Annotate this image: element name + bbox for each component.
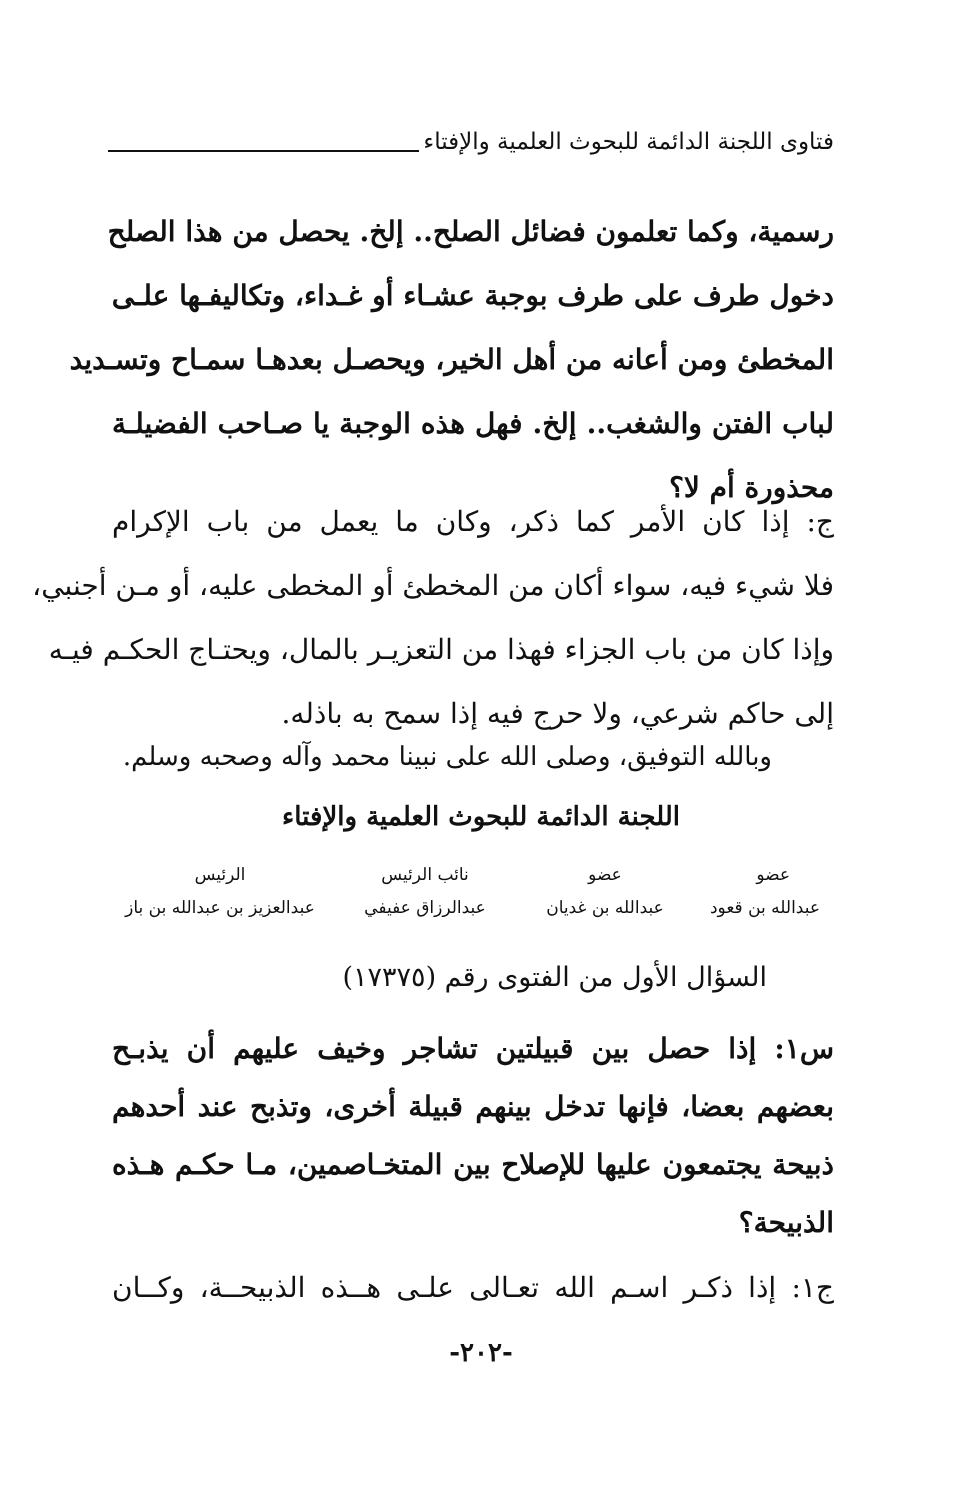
signatory-role: عضو	[588, 865, 622, 885]
signatory-role: عضو	[756, 865, 790, 885]
paragraph-line: رسمية، وكما تعلمون فضائل الصلح.. إلخ. يحصل من هذا الصلح	[107, 215, 834, 248]
signatory	[700, 860, 830, 926]
paragraph-line: بعضهم بعضا، فإنها تدخل بينهم قبيلة أخرى، وتذبح عند أحدهم	[112, 1090, 834, 1123]
signatory-role: الرئيس	[194, 865, 246, 885]
paragraph-line: محذورة أم لا؟	[669, 471, 834, 504]
paragraph-line: ج١: إذا ذكـر اسـم الله تعـالى علـى هــذه الذبيحــة، وكــان	[112, 1271, 834, 1304]
paragraph-line: وإذا كان من باب الجزاء فهذا من التعزيـر بالمال، ويحتـاج الحكـم فيـه	[48, 633, 834, 666]
fatwa-heading: السؤال الأول من الفتوى رقم (١٧٣٧٥)	[342, 962, 767, 993]
paragraph-line: ج: إذا كان الأمر كما ذكر، وكان ما يعمل من باب الإكرام	[112, 505, 834, 538]
page-number: -٢٠٢-	[449, 1338, 513, 1368]
signatory-role: نائب الرئيس	[381, 865, 469, 885]
paragraph-line: إلى حاكم شرعي، ولا حرج فيه إذا سمح به باذله.	[281, 697, 834, 730]
paragraph-line: س١: إذا حصل بين قبيلتين تشاجر وخيف عليهم أن يذبـح	[112, 1032, 834, 1065]
signatory	[110, 860, 330, 926]
paragraph-line: ذبيحة يجتمعون عليها للإصلاح بين المتخـاصمين، مـا حكـم هـذه	[112, 1148, 834, 1181]
header-rule	[108, 150, 419, 152]
closing-prayer: وبالله التوفيق، وصلى الله على نبينا محمد وآله وصحبه وسلم.	[122, 742, 772, 772]
answer-first	[32, 490, 834, 746]
signatory-name: عبدالعزيز بن عبدالله بن باز	[125, 898, 315, 918]
question-continued	[69, 200, 834, 520]
header-title: فتاوى اللجنة الدائمة للبحوث العلمية والإفتاء	[423, 129, 834, 155]
answer-second	[112, 1258, 834, 1318]
paragraph-line: دخول طرف على طرف بوجبة عشـاء أو غـداء، وتكاليفـها علـى	[111, 279, 834, 312]
paragraph-line: الذبيحة؟	[738, 1206, 834, 1239]
committee-name: اللجنة الدائمة للبحوث العلمية والإفتاء	[282, 802, 680, 832]
paragraph-line: فلا شيء فيه، سواء أكان من المخطئ أو المخطى عليه، أو مـن أجنبي،	[32, 569, 834, 602]
signatory-name: عبدالله بن قعود	[709, 898, 820, 918]
paragraph-line: المخطئ ومن أعانه من أهل الخير، ويحصـل بعدهـا سمـاح وتسـديد	[69, 343, 834, 376]
paragraph-line: لباب الفتن والشغب.. إلخ. فهل هذه الوجبة يا صـاحب الفضيلـة	[112, 407, 834, 440]
signatory	[340, 860, 510, 926]
question-second	[112, 1020, 834, 1252]
signatory-name: عبدالرزاق عفيفي	[364, 898, 486, 918]
signatory	[540, 860, 670, 926]
running-header	[108, 118, 834, 158]
signatures-block	[110, 860, 830, 940]
signatory-name: عبدالله بن غديان	[546, 898, 664, 918]
